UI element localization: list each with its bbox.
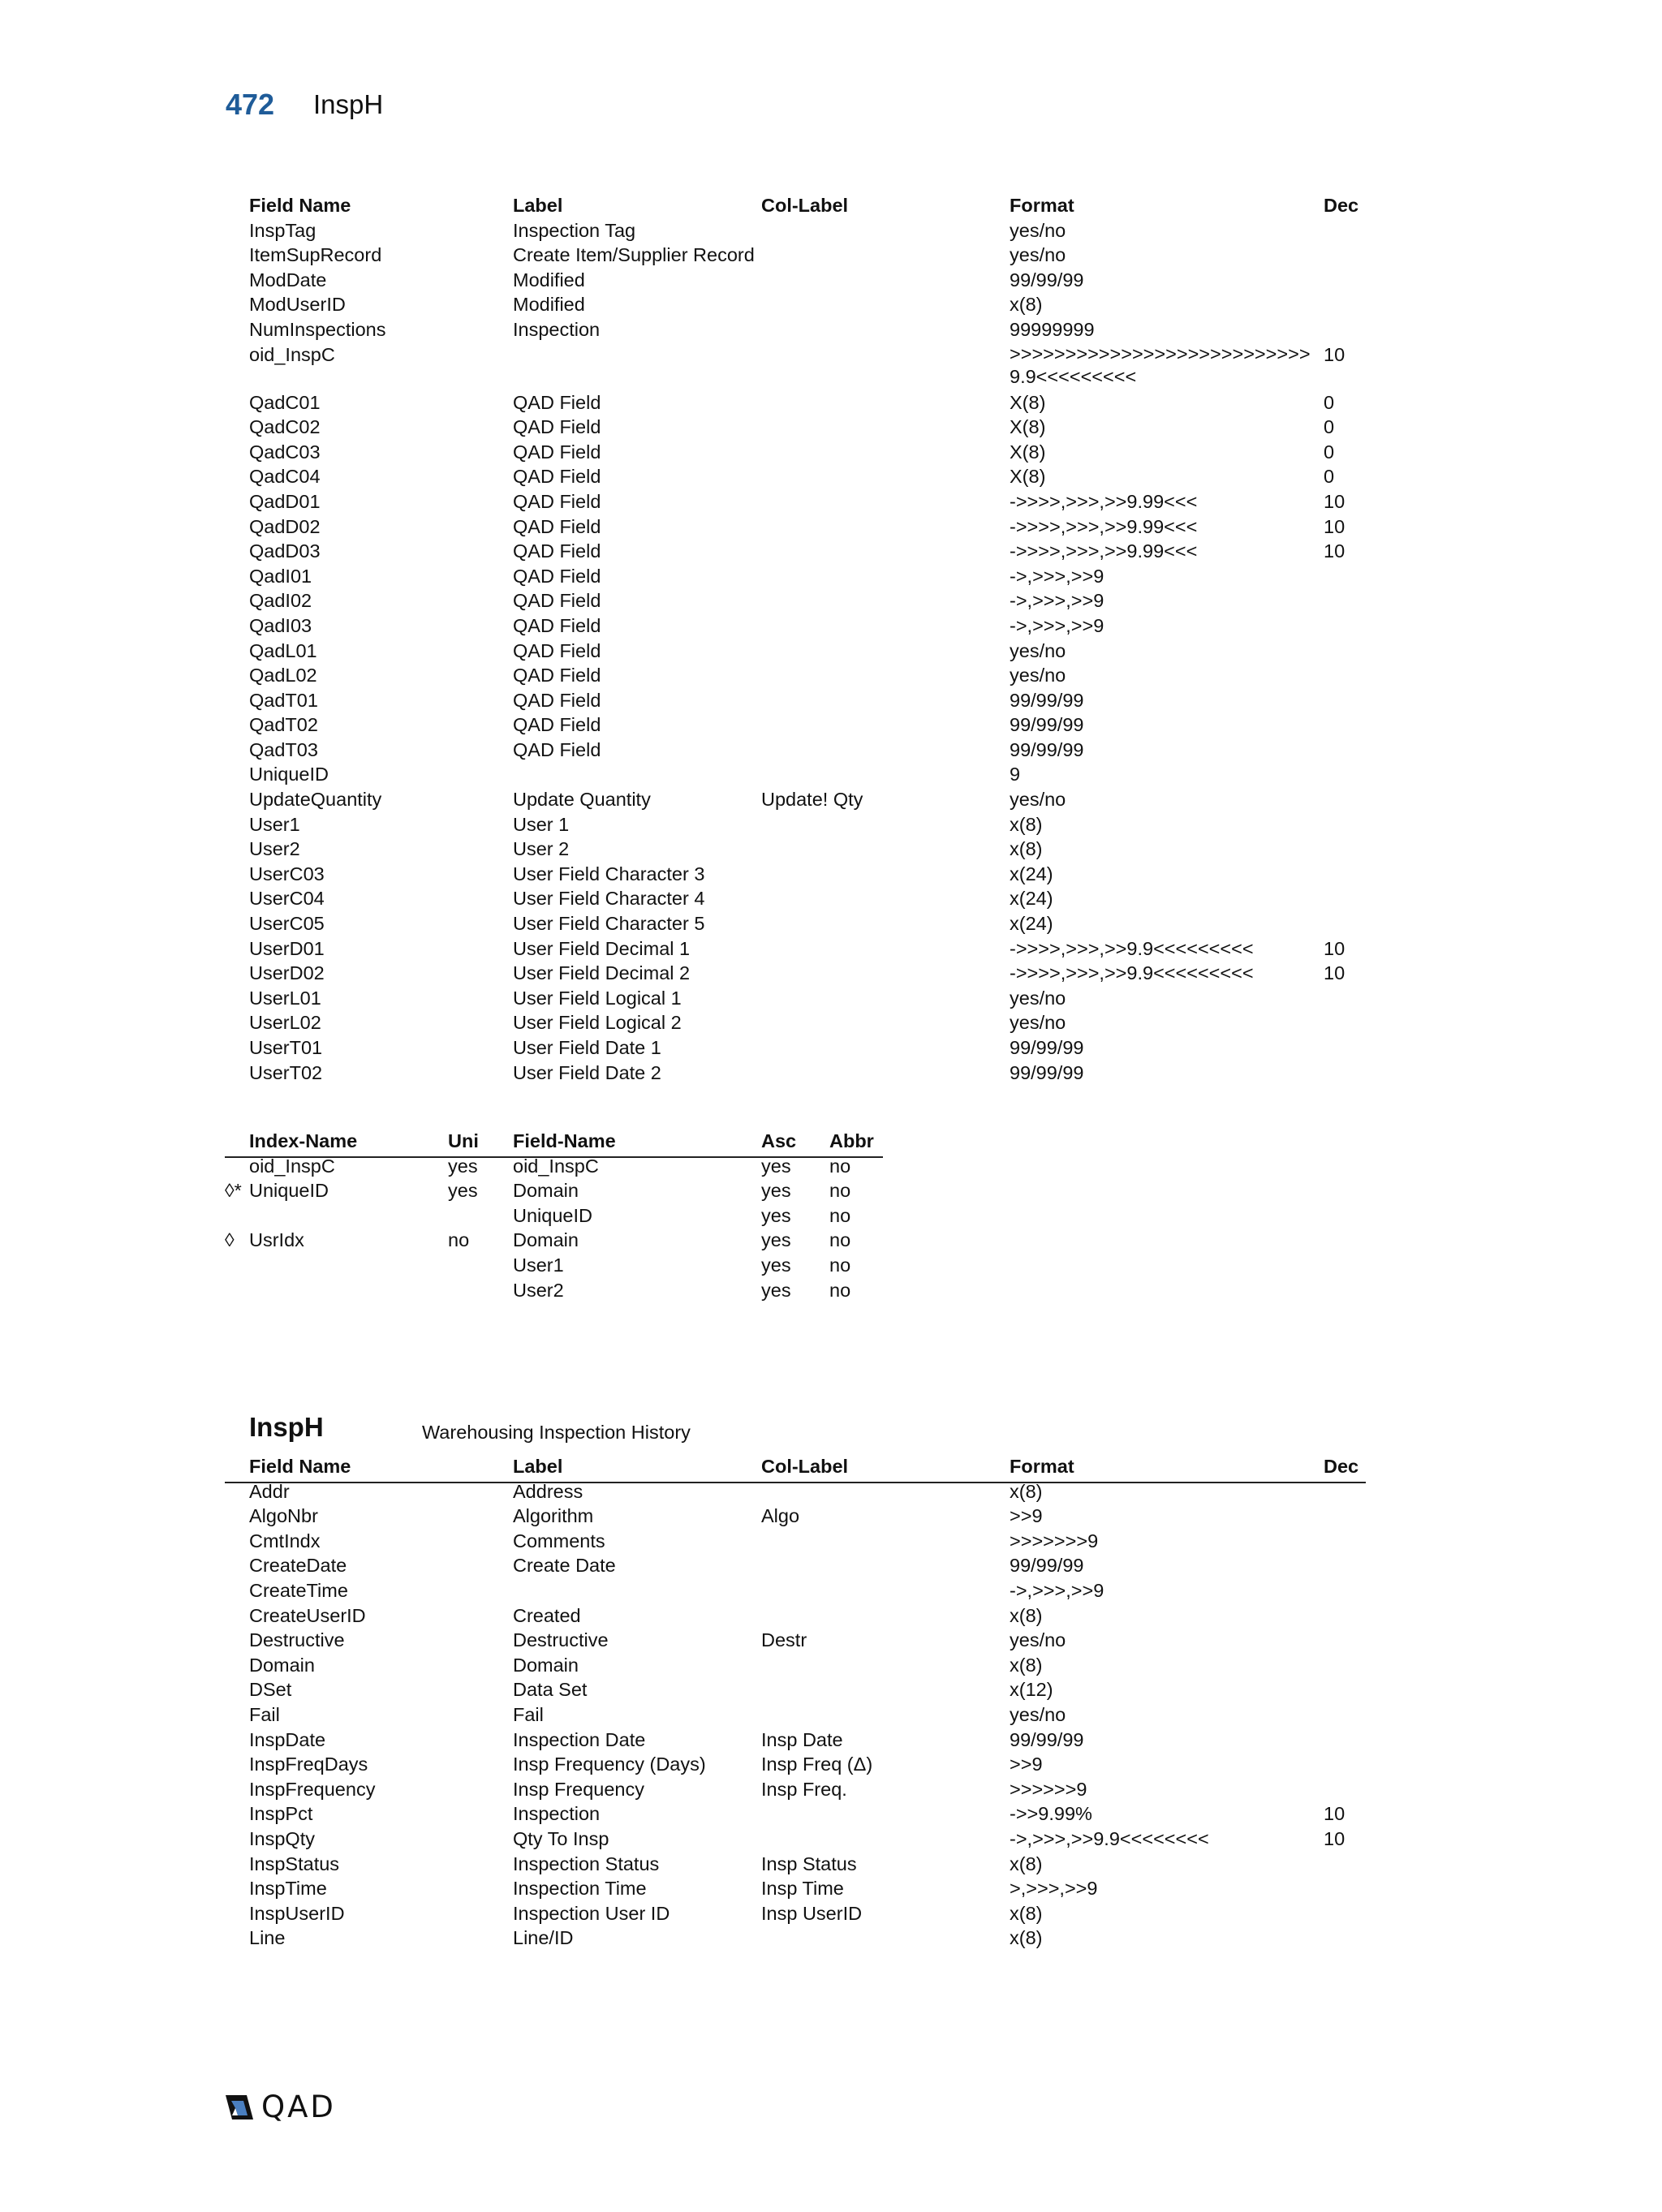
- label-cell: Update Quantity: [513, 789, 651, 811]
- field-name-cell: UserD02: [249, 962, 325, 984]
- dec-cell: 10: [1324, 962, 1346, 984]
- page-title: InspH: [313, 89, 384, 119]
- format-cell: ->>>>,>>>,>>9.9<<<<<<<<<: [1010, 962, 1254, 984]
- uni-cell: no: [448, 1229, 470, 1251]
- field-name-cell: UniqueID: [249, 764, 329, 785]
- format-cell: 99/99/99: [1010, 1061, 1084, 1083]
- label-cell: Domain: [513, 1654, 579, 1676]
- table-row: [249, 712, 1385, 738]
- table-row: [249, 1035, 1385, 1061]
- format-cell: yes/no: [1010, 639, 1066, 661]
- label-cell: QAD Field: [513, 665, 601, 686]
- label-cell: User Field Date 1: [513, 1037, 661, 1058]
- table-row: [249, 415, 1385, 440]
- field-name-cell: CreateTime: [249, 1579, 348, 1601]
- label-cell: QAD Field: [513, 416, 601, 438]
- label-cell: User Field Character 3: [513, 863, 705, 884]
- format-cell: x(8): [1010, 1853, 1043, 1874]
- index-row: [225, 1203, 890, 1229]
- table-row: [249, 1777, 1385, 1802]
- label-cell: QAD Field: [513, 466, 601, 488]
- asc-cell: yes: [761, 1254, 791, 1276]
- field-name-cell: Addr: [249, 1480, 290, 1502]
- field-name-cell: UserC04: [249, 888, 325, 910]
- label-cell: Create Date: [513, 1555, 616, 1577]
- format-cell: 99/99/99: [1010, 1728, 1084, 1750]
- table-row: [249, 1702, 1385, 1728]
- table-row: [249, 639, 1385, 664]
- table-row: [249, 1901, 1385, 1926]
- table-row: [249, 1752, 1385, 1777]
- table-row: [249, 440, 1385, 465]
- format-cell: ->,>>>,>>9: [1010, 565, 1104, 587]
- field-name-cell: CreateUserID: [249, 1604, 366, 1626]
- format-cell: X(8): [1010, 466, 1046, 488]
- format-cell: x(8): [1010, 294, 1043, 316]
- col-label-cell: Algo: [761, 1505, 800, 1527]
- col-header-uni: Uni: [448, 1130, 479, 1151]
- field-name-cell: QadC01: [249, 391, 321, 413]
- table-row: [249, 688, 1385, 713]
- format-cell: ->,>>>,>>9: [1010, 614, 1104, 636]
- table-row: [249, 1061, 1385, 1086]
- table-row: [249, 1827, 1385, 1852]
- index-field-name-cell: oid_InspC: [513, 1155, 599, 1177]
- table-row: [249, 1876, 1385, 1901]
- format-cell: 9: [1010, 764, 1021, 785]
- index-row: [225, 1278, 890, 1303]
- table-row: [249, 218, 1385, 243]
- table-row: [249, 762, 1385, 787]
- field-name-cell: InspStatus: [249, 1853, 340, 1874]
- field-name-cell: UserT02: [249, 1061, 323, 1083]
- index-marker: ◊: [225, 1229, 235, 1251]
- table-row: [249, 1553, 1385, 1578]
- index-field-name-cell: UniqueID: [513, 1204, 592, 1226]
- field-name-cell: Destructive: [249, 1629, 345, 1651]
- col-header-field-name: Field Name: [249, 1456, 351, 1477]
- field-name-cell: InspFrequency: [249, 1778, 376, 1800]
- label-cell: User Field Decimal 2: [513, 962, 691, 984]
- field-name-cell: ModDate: [249, 269, 327, 290]
- label-cell: Line/ID: [513, 1927, 574, 1949]
- field-name-cell: UserL01: [249, 987, 321, 1009]
- col-header-index-name: Index-Name: [249, 1130, 358, 1151]
- table-row: [249, 961, 1385, 986]
- dec-cell: 10: [1324, 540, 1346, 562]
- field-table-continued: [249, 193, 1385, 1085]
- field-name-cell: QadD03: [249, 540, 321, 562]
- table-row: [249, 243, 1385, 268]
- col-header-col-label: Col-Label: [761, 1456, 849, 1477]
- col-header-asc: Asc: [761, 1130, 797, 1151]
- format-cell: >>>>>>9: [1010, 1778, 1087, 1800]
- format-cell: >>9: [1010, 1505, 1043, 1527]
- format-cell: x(8): [1010, 1480, 1043, 1502]
- index-body: [225, 1154, 890, 1303]
- format-cell: x(8): [1010, 813, 1043, 835]
- format-cell: >>>>>>>9: [1010, 1530, 1099, 1551]
- label-cell: User Field Logical 1: [513, 987, 682, 1009]
- field-name-cell: NumInspections: [249, 318, 386, 340]
- label-cell: User Field Logical 2: [513, 1012, 682, 1034]
- col-header-field-name: Field Name: [249, 195, 351, 216]
- table-row: [249, 342, 1385, 390]
- abbr-cell: no: [829, 1180, 851, 1202]
- field-name-cell: ItemSupRecord: [249, 244, 382, 266]
- format-cell: x(8): [1010, 838, 1043, 860]
- format-cell: ->>>>,>>>,>>9.99<<<: [1010, 540, 1198, 562]
- table-row: [249, 862, 1385, 887]
- index-name-cell: UniqueID: [249, 1180, 329, 1202]
- field-name-cell: QadC03: [249, 441, 321, 463]
- table-row: [249, 1677, 1385, 1702]
- field-name-cell: Line: [249, 1927, 286, 1949]
- label-cell: Modified: [513, 294, 585, 316]
- field-name-cell: AlgoNbr: [249, 1505, 318, 1527]
- dec-cell: 0: [1324, 441, 1335, 463]
- label-cell: QAD Field: [513, 590, 601, 612]
- format-cell: x(8): [1010, 1604, 1043, 1626]
- label-cell: Inspection: [513, 1803, 601, 1825]
- abbr-cell: no: [829, 1229, 851, 1251]
- label-cell: Comments: [513, 1530, 605, 1551]
- table-row: [249, 1852, 1385, 1877]
- field-name-cell: QadL02: [249, 665, 317, 686]
- asc-cell: yes: [761, 1204, 791, 1226]
- col-label-cell: Insp UserID: [761, 1902, 863, 1924]
- format-cell: ->,>>>,>>9: [1010, 1579, 1104, 1601]
- qad-logo-icon: [224, 2094, 255, 2121]
- table-header-row: [249, 1454, 1385, 1479]
- format-cell: ->,>>>,>>9: [1010, 590, 1104, 612]
- asc-cell: yes: [761, 1229, 791, 1251]
- field-name-cell: UserD01: [249, 937, 325, 959]
- field-name-cell: DSet: [249, 1679, 292, 1701]
- format-cell: x(8): [1010, 1927, 1043, 1949]
- table-row: [249, 292, 1385, 317]
- table-header-row: [249, 193, 1385, 218]
- field-name-cell: User1: [249, 813, 300, 835]
- label-cell: Inspection Time: [513, 1878, 647, 1900]
- col-header-dec: Dec: [1324, 195, 1359, 216]
- table-row: [249, 663, 1385, 688]
- index-marker: ◊*: [225, 1180, 242, 1202]
- format-cell: ->>>>,>>>,>>9.99<<<: [1010, 515, 1198, 537]
- table-row: [249, 1603, 1385, 1629]
- col-label-cell: Insp Status: [761, 1853, 857, 1874]
- index-row: [225, 1178, 890, 1203]
- index-field-name-cell: Domain: [513, 1229, 579, 1251]
- field-name-cell: ModUserID: [249, 294, 346, 316]
- asc-cell: yes: [761, 1155, 791, 1177]
- field-name-cell: UserL02: [249, 1012, 321, 1034]
- field-name-cell: InspPct: [249, 1803, 313, 1825]
- table-row: [249, 1801, 1385, 1827]
- col-label-cell: Insp Time: [761, 1878, 844, 1900]
- col-header-label: Label: [513, 195, 563, 216]
- field-name-cell: QadT03: [249, 738, 318, 760]
- format-cell: 99/99/99: [1010, 689, 1084, 711]
- format-cell: yes/no: [1010, 1703, 1066, 1725]
- col-label-cell: Insp Freq (Δ): [761, 1754, 873, 1775]
- page-number: 472: [226, 88, 275, 121]
- dec-cell: 10: [1324, 1827, 1346, 1849]
- format-cell: >>9: [1010, 1754, 1043, 1775]
- section-description: Warehousing Inspection History: [422, 1422, 691, 1443]
- uni-cell: yes: [448, 1155, 478, 1177]
- asc-cell: yes: [761, 1180, 791, 1202]
- format-cell: yes/no: [1010, 1012, 1066, 1034]
- field-name-cell: UserC03: [249, 863, 325, 884]
- format-cell: ->>9.99%: [1010, 1803, 1092, 1825]
- format-cell: ->>>>,>>>,>>9.9<<<<<<<<<: [1010, 937, 1254, 959]
- label-cell: Insp Frequency: [513, 1778, 644, 1800]
- index-row: [225, 1154, 890, 1179]
- label-cell: Data Set: [513, 1679, 588, 1701]
- index-name-cell: oid_InspC: [249, 1155, 335, 1177]
- col-label-cell: Insp Freq.: [761, 1778, 847, 1800]
- label-cell: QAD Field: [513, 714, 601, 736]
- table-row: [249, 464, 1385, 489]
- format-cell: yes/no: [1010, 1629, 1066, 1651]
- label-cell: Inspection Date: [513, 1728, 646, 1750]
- label-cell: Address: [513, 1480, 583, 1502]
- label-cell: Fail: [513, 1703, 544, 1725]
- label-cell: Inspection User ID: [513, 1902, 670, 1924]
- label-cell: User Field Date 2: [513, 1061, 661, 1083]
- table-row: [249, 787, 1385, 812]
- table-row: [249, 1529, 1385, 1554]
- format-cell: x(12): [1010, 1679, 1053, 1701]
- label-cell: Insp Frequency (Days): [513, 1754, 706, 1775]
- index-table: [225, 1129, 890, 1302]
- field-name-cell: QadC04: [249, 466, 321, 488]
- label-cell: Destructive: [513, 1629, 609, 1651]
- format-cell: >>>>>>>>>>>>>>>>>>>>>>>>>>>9.9<<<<<<<<<: [1010, 342, 1311, 387]
- table-row: [249, 837, 1385, 862]
- table-row: [249, 539, 1385, 564]
- label-cell: QAD Field: [513, 639, 601, 661]
- dec-cell: 10: [1324, 515, 1346, 537]
- field-name-cell: InspFreqDays: [249, 1754, 368, 1775]
- label-cell: User Field Character 4: [513, 888, 705, 910]
- col-header-label: Label: [513, 1456, 563, 1477]
- format-cell: >,>>>,>>9: [1010, 1878, 1098, 1900]
- field-name-cell: oid_InspC: [249, 343, 335, 365]
- col-label-cell: Update! Qty: [761, 789, 863, 811]
- label-cell: QAD Field: [513, 565, 601, 587]
- label-cell: Algorithm: [513, 1505, 594, 1527]
- label-cell: Qty To Insp: [513, 1827, 609, 1849]
- field-name-cell: Fail: [249, 1703, 280, 1725]
- table-row: [249, 738, 1385, 763]
- field-name-cell: UpdateQuantity: [249, 789, 382, 811]
- index-name-cell: UsrIdx: [249, 1229, 304, 1251]
- field-name-cell: InspDate: [249, 1728, 326, 1750]
- table-row: [249, 1010, 1385, 1035]
- format-cell: x(24): [1010, 888, 1053, 910]
- label-cell: User Field Decimal 1: [513, 937, 691, 959]
- index-row: [225, 1253, 890, 1278]
- table-row: [249, 911, 1385, 936]
- table-row: [249, 1578, 1385, 1603]
- label-cell: QAD Field: [513, 391, 601, 413]
- label-cell: QAD Field: [513, 689, 601, 711]
- table-body: [249, 218, 1385, 1086]
- section-title: InspH: [249, 1412, 324, 1442]
- table-body: [249, 1479, 1385, 1951]
- col-label-cell: Insp Date: [761, 1728, 843, 1750]
- label-cell: QAD Field: [513, 614, 601, 636]
- format-cell: 99/99/99: [1010, 714, 1084, 736]
- format-cell: yes/no: [1010, 244, 1066, 266]
- format-cell: yes/no: [1010, 219, 1066, 241]
- label-cell: User 2: [513, 838, 570, 860]
- table-row: [249, 986, 1385, 1011]
- index-row: [225, 1228, 890, 1253]
- col-label-cell: Destr: [761, 1629, 807, 1651]
- table-row: [249, 1728, 1385, 1753]
- index-header-row: [225, 1129, 890, 1154]
- field-name-cell: UserC05: [249, 913, 325, 935]
- table-row: [249, 268, 1385, 293]
- format-cell: 99/99/99: [1010, 738, 1084, 760]
- field-name-cell: CmtIndx: [249, 1530, 321, 1551]
- format-cell: ->>>>,>>>,>>9.99<<<: [1010, 490, 1198, 512]
- field-name-cell: QadI01: [249, 565, 312, 587]
- label-cell: Inspection: [513, 318, 601, 340]
- label-cell: QAD Field: [513, 738, 601, 760]
- qad-logo-text: QAD: [261, 2089, 336, 2124]
- table-row: [249, 1479, 1385, 1504]
- table-row: [249, 390, 1385, 415]
- format-cell: 99/99/99: [1010, 1037, 1084, 1058]
- label-cell: QAD Field: [513, 490, 601, 512]
- table-row: [249, 1628, 1385, 1653]
- table-row: [249, 886, 1385, 911]
- field-name-cell: QadD02: [249, 515, 321, 537]
- field-name-cell: UserT01: [249, 1037, 323, 1058]
- abbr-cell: no: [829, 1279, 851, 1301]
- col-header-abbr: Abbr: [829, 1130, 874, 1151]
- format-cell: x(8): [1010, 1654, 1043, 1676]
- field-name-cell: InspTag: [249, 219, 316, 241]
- dec-cell: 10: [1324, 1803, 1346, 1825]
- dec-cell: 10: [1324, 343, 1346, 365]
- field-name-cell: QadD01: [249, 490, 321, 512]
- field-name-cell: CreateDate: [249, 1555, 347, 1577]
- field-name-cell: QadC02: [249, 416, 321, 438]
- table-row: [249, 936, 1385, 962]
- table-row: [249, 317, 1385, 342]
- field-name-cell: InspQty: [249, 1827, 315, 1849]
- field-name-cell: QadT02: [249, 714, 318, 736]
- col-header-format: Format: [1010, 1456, 1074, 1477]
- format-cell: X(8): [1010, 441, 1046, 463]
- col-header-format: Format: [1010, 195, 1074, 216]
- label-cell: User Field Character 5: [513, 913, 705, 935]
- col-header-col-label: Col-Label: [761, 195, 849, 216]
- label-cell: Inspection Status: [513, 1853, 660, 1874]
- field-name-cell: QadI02: [249, 590, 312, 612]
- col-header-field-name: Field-Name: [513, 1130, 616, 1151]
- format-cell: X(8): [1010, 416, 1046, 438]
- label-cell: QAD Field: [513, 515, 601, 537]
- table-row: [249, 1926, 1385, 1951]
- table-row: [249, 613, 1385, 639]
- field-name-cell: User2: [249, 838, 300, 860]
- format-cell: yes/no: [1010, 987, 1066, 1009]
- label-cell: Created: [513, 1604, 581, 1626]
- format-cell: 99999999: [1010, 318, 1095, 340]
- table-row: [249, 489, 1385, 514]
- field-name-cell: Domain: [249, 1654, 315, 1676]
- abbr-cell: no: [829, 1254, 851, 1276]
- uni-cell: yes: [448, 1180, 478, 1202]
- format-cell: 99/99/99: [1010, 1555, 1084, 1577]
- field-table-insph: [249, 1454, 1385, 1951]
- field-name-cell: QadL01: [249, 639, 317, 661]
- asc-cell: yes: [761, 1279, 791, 1301]
- format-cell: yes/no: [1010, 789, 1066, 811]
- label-cell: QAD Field: [513, 540, 601, 562]
- field-name-cell: QadT01: [249, 689, 318, 711]
- table-row: [249, 1653, 1385, 1678]
- field-name-cell: QadI03: [249, 614, 312, 636]
- dec-cell: 0: [1324, 466, 1335, 488]
- format-cell: x(8): [1010, 1902, 1043, 1924]
- table-row: [249, 514, 1385, 540]
- abbr-cell: no: [829, 1204, 851, 1226]
- index-field-name-cell: Domain: [513, 1180, 579, 1202]
- label-cell: Create Item/Supplier Record: [513, 244, 755, 266]
- table-row: [249, 1504, 1385, 1529]
- dec-cell: 0: [1324, 391, 1335, 413]
- table-row: [249, 564, 1385, 589]
- field-name-cell: InspTime: [249, 1878, 327, 1900]
- qad-logo: [224, 2089, 336, 2124]
- format-cell: x(24): [1010, 913, 1053, 935]
- col-header-dec: Dec: [1324, 1456, 1359, 1477]
- dec-cell: 0: [1324, 416, 1335, 438]
- format-cell: X(8): [1010, 391, 1046, 413]
- label-cell: QAD Field: [513, 441, 601, 463]
- index-field-name-cell: User1: [513, 1254, 564, 1276]
- label-cell: User 1: [513, 813, 570, 835]
- abbr-cell: no: [829, 1155, 851, 1177]
- format-cell: 99/99/99: [1010, 269, 1084, 290]
- format-cell: yes/no: [1010, 665, 1066, 686]
- index-field-name-cell: User2: [513, 1279, 564, 1301]
- dec-cell: 10: [1324, 490, 1346, 512]
- label-cell: Inspection Tag: [513, 219, 636, 241]
- format-cell: ->,>>>,>>9.9<<<<<<<<: [1010, 1827, 1209, 1849]
- table-row: [249, 812, 1385, 837]
- label-cell: Modified: [513, 269, 585, 290]
- dec-cell: 10: [1324, 937, 1346, 959]
- format-cell: x(24): [1010, 863, 1053, 884]
- field-name-cell: InspUserID: [249, 1902, 345, 1924]
- table-row: [249, 588, 1385, 613]
